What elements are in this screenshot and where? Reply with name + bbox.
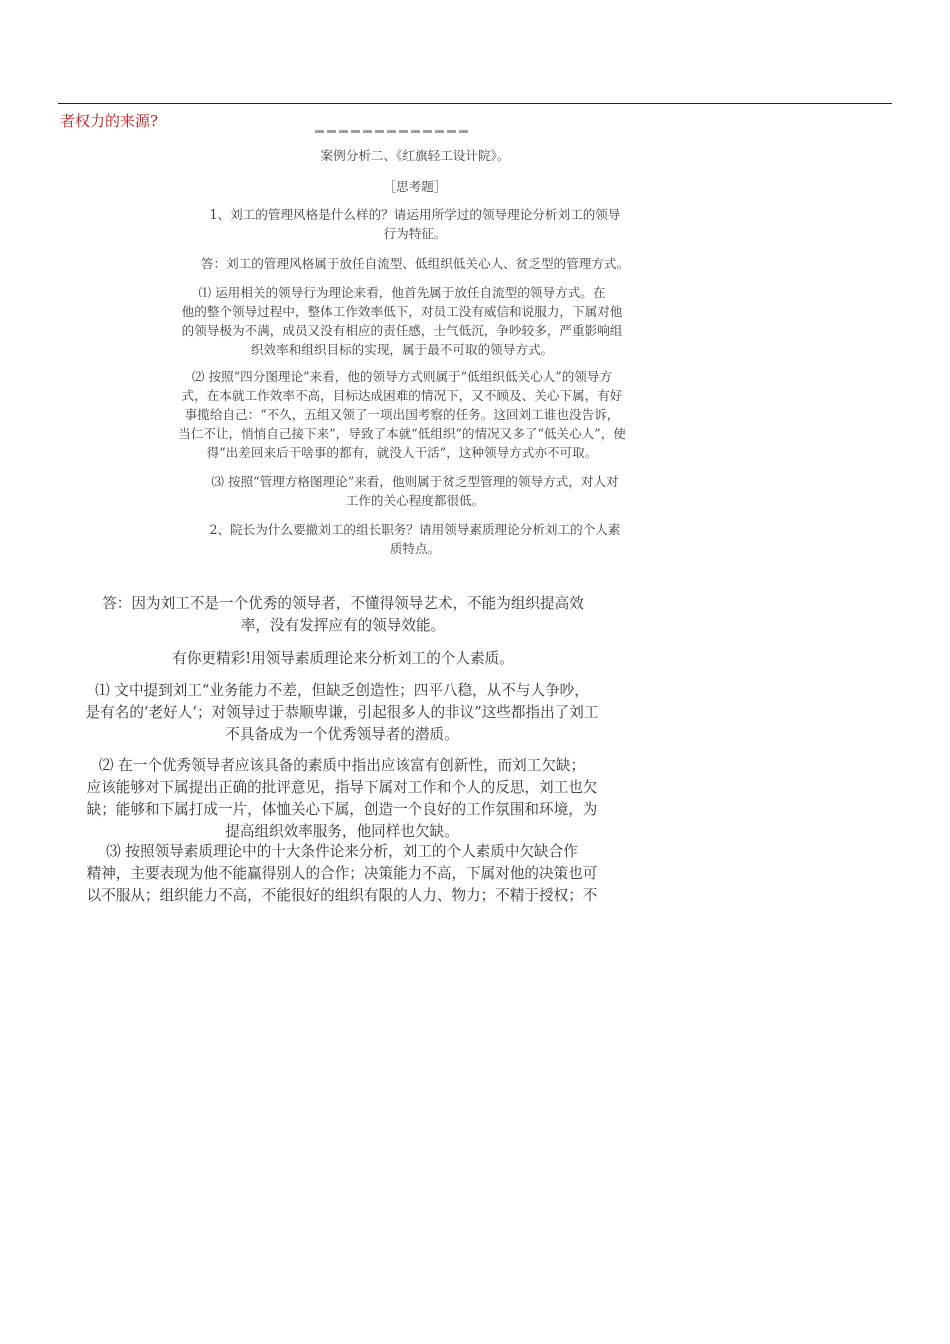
header-rule [58, 103, 892, 104]
cropped-title-line [315, 127, 470, 133]
paragraph-5: ⑵ 在一个优秀领导者应该具备的素质中指出应该富有创新性，而刘工欠缺； 应该能够对下属提出正确的批评意见，指导下属对工作和个人的反思，刘工也欠 缺；能够和下属打成一片，体恤关心下属，创造一个良好的工作氛围和环境，为 提高组织效率服务，他同样也欠缺。 [86, 757, 598, 840]
answer-1: 答：刘工的管理风格属于放任自流型、低组织低关心人、贫乏型的管理方式。 [200, 256, 630, 271]
header-red-text: 者权力的来源? [60, 112, 159, 130]
paragraph-3: ⑶ 按照“管理方格图理论”来看，他则属于贫乏型管理的领导方式，对人对 工作的关心程度都很低。 [211, 474, 619, 508]
intro-line: 有你更精彩!用领导素质理论来分析刘工的个人素质。 [172, 650, 514, 667]
question-1: 1、刘工的管理风格是什么样的？请运用所学过的领导理论分析刘工的领导 行为特征。 [209, 207, 621, 241]
case-title: 案例分析二、《红旗轻工设计院》。 [320, 148, 510, 163]
section-label: ［思考题］ [383, 179, 447, 194]
paragraph-4: ⑴ 文中提到刘工“业务能力不差，但缺乏创造性；四平八稳，从不与人争吵， 是有名的‘老好人’；对领导过于恭顺卑谦，引起很多人的非议”这些都指出了刘工 不具备成为一个优秀领导者的潜质。 [85, 682, 599, 743]
answer-2: 答：因为刘工不是一个优秀的领导者，不懂得领导艺术，不能为组织提高效 率，没有发挥应有的领导效能。 [102, 595, 584, 634]
paragraph-1: ⑴ 运用相关的领导行为理论来看，他首先属于放任自流型的领导方式。在 他的整个领导过程中，整体工作效率低下，对员工没有威信和说服力，下属对他 的领导极为不满，成员又没有相应的责任感，士气低沉，争吵较多，严重影响组 织效率和组织目标的实现，属于最不可取的领导方式。 [181, 285, 623, 357]
paragraph-2: ⑵ 按照“四分图理论”来看，他的领导方式则属于“低组织低关心人”的领导方 式，在本就工作效率不高，目标达成困难的情况下，又不顾及、关心下属，有好 事揽给自己：“不久，五组又领了一项出国考察的任务。这回刘工谁也没告诉， 当仁不让，悄悄自己接下来”，导致了本就“低组织”的情况又多了“低关心人”，使 得“出差回来后干啥事的都有，就没人干活”，这种领导方式亦不可取。 [178, 369, 626, 460]
paragraph-6: ⑶ 按照领导素质理论中的十大条件论来分析，刘工的个人素质中欠缺合作 精神，主要表现为他不能赢得别人的合作；决策能力不高，下属对他的决策也可 以不服从；组织能力不高，不能很好的组织有限的人力、物力；不精于授权；不 [86, 843, 598, 904]
question-2: 2、院长为什么要撤刘工的组长职务？请用领导素质理论分析刘工的个人素 质特点。 [209, 522, 621, 556]
